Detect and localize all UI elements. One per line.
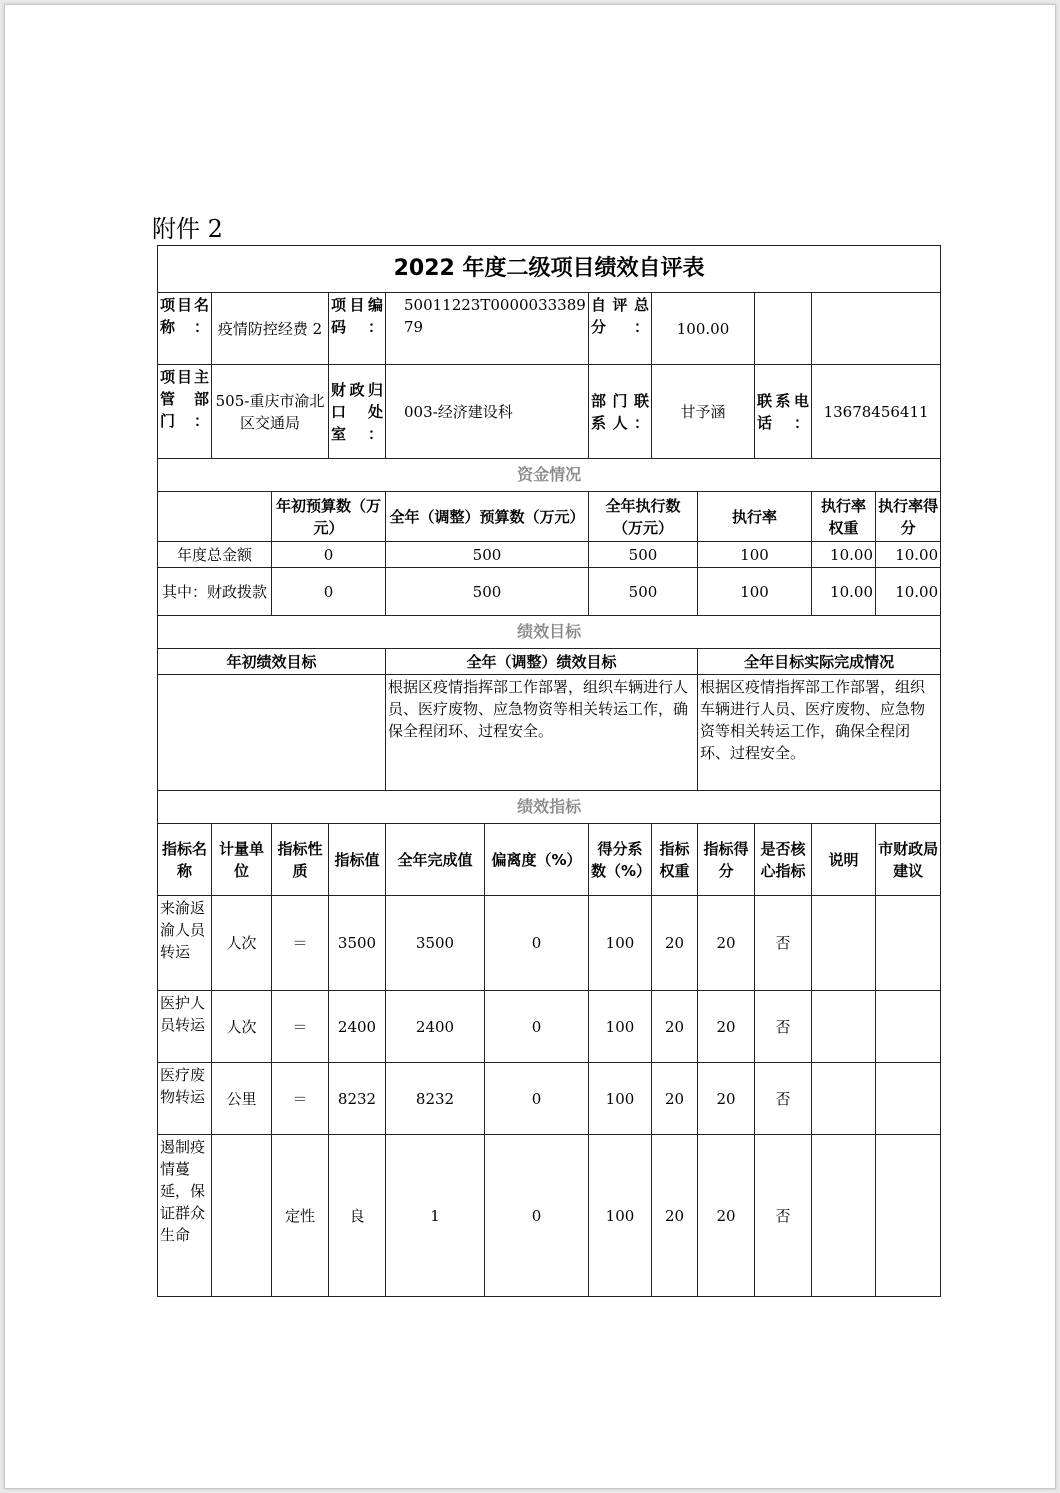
indicator-header: 是否核心指标 [755,824,812,896]
indicator-header: 指标权重 [652,824,698,896]
indicator-actual: 2400 [386,991,485,1063]
table-row [158,991,941,1063]
funding-cell: 10.00 [812,568,876,616]
indicator-header: 指标得分 [698,824,755,896]
funding-cell: 500 [386,542,589,568]
indicator-header: 说明 [812,824,876,896]
indicators-section-title: 绩效指标 [158,791,941,824]
indicator-nature: ＝ [272,896,329,991]
indicator-header: 指标性质 [272,824,329,896]
dept-value: 505-重庆市渝北区交通局 [212,365,329,459]
empty-cell [158,492,272,542]
funding-header: 全年（调整）预算数（万元） [386,492,589,542]
indicator-coef: 100 [589,991,652,1063]
finance-office-value: 003-经济建设科 [386,365,589,459]
indicator-score: 20 [698,991,755,1063]
funding-cell: 100 [698,568,812,616]
indicator-advice [876,896,941,991]
indicator-unit: 人次 [212,896,272,991]
indicator-header: 计量单位 [212,824,272,896]
indicator-note [812,896,876,991]
indicator-unit [212,1135,272,1297]
indicator-actual: 1 [386,1135,485,1297]
indicator-weight: 20 [652,1135,698,1297]
indicator-unit: 公里 [212,1063,272,1135]
funding-cell: 10.00 [876,542,941,568]
indicator-note [812,1063,876,1135]
funding-cell: 500 [589,568,698,616]
indicator-header: 偏离度（%） [485,824,589,896]
indicator-coef: 100 [589,896,652,991]
indicator-advice [876,1135,941,1297]
form-title: 2022 年度二级项目绩效自评表 [158,246,941,293]
indicator-deviation: 0 [485,1135,589,1297]
indicator-header: 全年完成值 [386,824,485,896]
empty-cell [812,293,941,365]
phone-value: 13678456411 [812,365,941,459]
indicator-weight: 20 [652,1063,698,1135]
indicator-nature: ＝ [272,991,329,1063]
project-name-label: 项目名称： [158,293,212,365]
funding-cell: 10.00 [876,568,941,616]
indicator-nature: ＝ [272,1063,329,1135]
indicator-target: 3500 [329,896,386,991]
funding-header: 执行率得分 [876,492,941,542]
contact-label: 部门联系人： [589,365,652,459]
indicator-name: 医疗废物转运 [158,1063,212,1135]
indicator-nature: 定性 [272,1135,329,1297]
indicator-actual: 3500 [386,896,485,991]
indicator-note [812,1135,876,1297]
indicator-actual: 8232 [386,1063,485,1135]
funding-section-title: 资金情况 [158,459,941,492]
initial-goal [158,675,386,791]
actual-completion: 根据区疫情指挥部工作部署，组织车辆进行人员、医疗废物、应急物资等相关转运工作，确保全程闭环、过程安全。 [698,675,941,791]
table-row [158,896,941,991]
funding-cell: 100 [698,542,812,568]
project-code-value: 50011223T000003338979 [386,293,589,365]
indicator-unit: 人次 [212,991,272,1063]
goals-header: 全年（调整）绩效目标 [386,649,698,675]
funding-cell: 0 [272,568,386,616]
empty-cell [755,293,812,365]
indicator-name: 遏制疫情蔓延，保证群众生命 [158,1135,212,1297]
funding-cell: 500 [589,542,698,568]
funding-row-label: 其中：财政拨款 [158,568,272,616]
finance-office-label: 财政归口处室： [329,365,386,459]
attachment-label: 附件 2 [152,215,223,243]
funding-header: 执行率权重 [812,492,876,542]
indicator-target: 8232 [329,1063,386,1135]
indicator-target: 良 [329,1135,386,1297]
indicator-header: 指标名称 [158,824,212,896]
indicator-deviation: 0 [485,991,589,1063]
indicator-target: 2400 [329,991,386,1063]
self-score-value: 100.00 [652,293,755,365]
indicator-score: 20 [698,1063,755,1135]
phone-label: 联系电话： [755,365,812,459]
funding-row-label: 年度总金额 [158,542,272,568]
funding-header: 执行率 [698,492,812,542]
funding-cell: 10.00 [812,542,876,568]
goals-section-title: 绩效目标 [158,616,941,649]
indicator-advice [876,1063,941,1135]
indicator-deviation: 0 [485,1063,589,1135]
funding-cell: 0 [272,542,386,568]
indicator-coef: 100 [589,1063,652,1135]
goals-header: 年初绩效目标 [158,649,386,675]
indicator-deviation: 0 [485,896,589,991]
indicator-core: 否 [755,1063,812,1135]
self-score-label: 自评总分： [589,293,652,365]
funding-header: 年初预算数（万元） [272,492,386,542]
contact-value: 甘予涵 [652,365,755,459]
indicator-advice [876,991,941,1063]
indicator-name: 医护人员转运 [158,991,212,1063]
indicator-core: 否 [755,1135,812,1297]
indicator-note [812,991,876,1063]
project-code-label: 项目编码： [329,293,386,365]
funding-cell: 500 [386,568,589,616]
table-row [158,1063,941,1135]
evaluation-form [157,245,941,1297]
indicator-weight: 20 [652,896,698,991]
indicator-score: 20 [698,1135,755,1297]
table-row [158,1135,941,1297]
indicator-header: 指标值 [329,824,386,896]
document-page [4,4,1056,1489]
project-name-value: 疫情防控经费 2 [212,293,329,365]
adjusted-goal: 根据区疫情指挥部工作部署，组织车辆进行人员、医疗废物、应急物资等相关转运工作，确保全程闭环、过程安全。 [386,675,698,791]
indicator-score: 20 [698,896,755,991]
indicator-name: 来渝返渝人员转运 [158,896,212,991]
indicator-header: 市财政局建议 [876,824,941,896]
indicator-weight: 20 [652,991,698,1063]
goals-header: 全年目标实际完成情况 [698,649,941,675]
indicator-coef: 100 [589,1135,652,1297]
indicator-core: 否 [755,991,812,1063]
indicator-header: 得分系数（%） [589,824,652,896]
indicator-core: 否 [755,896,812,991]
dept-label: 项目主管部门： [158,365,212,459]
funding-header: 全年执行数（万元） [589,492,698,542]
